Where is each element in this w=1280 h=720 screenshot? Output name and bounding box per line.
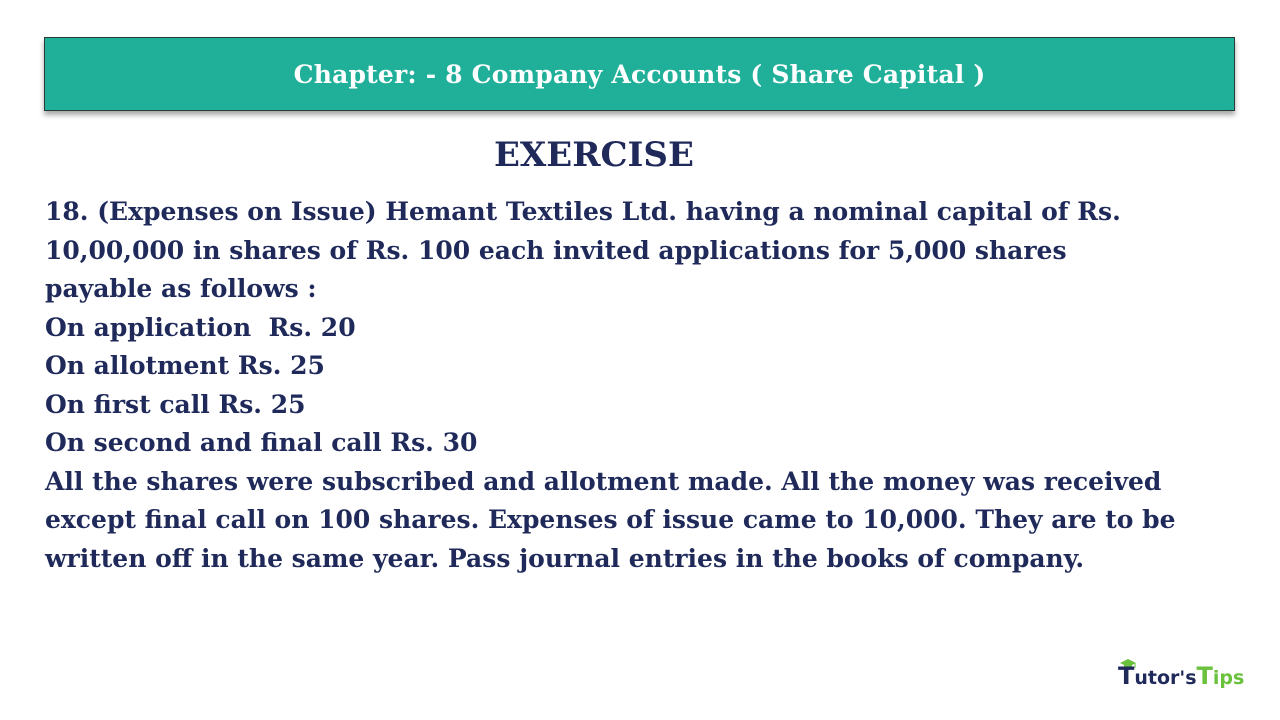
- question-line: written off in the same year. Pass journal entries in the books of company.: [45, 543, 1085, 573]
- logo-letter-t-green: T: [1196, 662, 1213, 690]
- question-line: All the shares were subscribed and allotment made. All the money was received: [45, 466, 1162, 496]
- question-text: [45, 193, 1235, 578]
- chapter-title: Chapter: - 8 Company Accounts ( Share Capital ): [293, 59, 986, 89]
- question-line: except final call on 100 shares. Expenses of issue came to 10,000. They are to be: [45, 505, 1176, 534]
- exercise-heading: EXERCISE: [494, 135, 694, 175]
- question-line: payable as follows :: [45, 274, 317, 303]
- question-line: On first call Rs. 25: [45, 389, 306, 419]
- question-line: On allotment Rs. 25: [45, 351, 325, 380]
- logo-letter-t: T: [1118, 662, 1135, 690]
- chapter-header-band: [44, 37, 1235, 111]
- question-line: On application Rs. 20: [45, 312, 356, 342]
- logo-word-utors: utor's: [1134, 667, 1197, 689]
- question-line: 10,00,000 in shares of Rs. 100 each invited applications for 5,000 shares: [45, 235, 1067, 265]
- tutors-tips-logo: [1118, 657, 1244, 691]
- question-line: 18. (Expenses on Issue) Hemant Textiles Ltd. having a nominal capital of Rs.: [45, 197, 1121, 226]
- question-line: On second and final call Rs. 30: [45, 428, 478, 457]
- logo-word-ips: ips: [1212, 667, 1245, 689]
